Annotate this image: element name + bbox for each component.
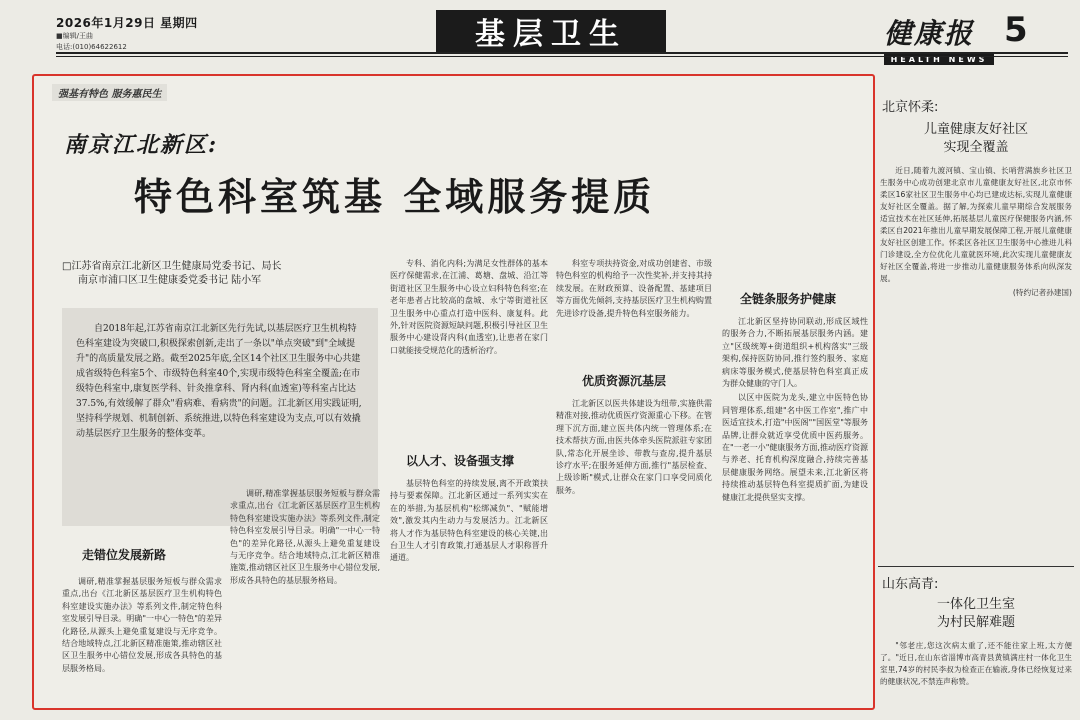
- column-4b-text: 江北新区以医共体建设为纽带,实施供需精准对接,推动优质医疗资源重心下移。在管理下沉方面,建立医共体内统一管理体系;在技术帮扶方面,由医共体牵头医院派驻专家团队,常态化开展坐诊、带教与查房,提升基层诊疗水平;在服务延伸方面,推行"基层检查、上级诊断"模式,让群众在家门口享受同质化服务。: [556, 399, 712, 495]
- article-byline: [62, 260, 382, 288]
- sidebar-2-body: [878, 640, 1074, 710]
- sidebar-2-body-text: "邻老庄,您这次病太重了,还不能往家上班,太方便了。"近日,在山东省淄博市高青县黄镇满庄村一体化卫生室里,74岁的村民李叔为检查正在输液,身体已经恢复过来的健康状况,不禁连声称赞。: [880, 641, 1072, 686]
- sidebar-story-shandong: [878, 560, 1074, 710]
- sidebar-divider: [878, 566, 1074, 567]
- subheading-4: 全链条服务护健康: [740, 292, 837, 306]
- column-3: [390, 258, 548, 438]
- column-4b: [556, 398, 712, 706]
- newspaper-logo: [884, 12, 994, 65]
- article-tag: 强基有特色 服务惠民生: [52, 84, 167, 101]
- column-5: [722, 316, 868, 706]
- editor-line: ■编辑/王曲: [56, 32, 93, 40]
- subheading-1: 走错位发展新路: [82, 548, 167, 562]
- sidebar-2-title-line-1: 一体化卫生室: [936, 597, 1015, 612]
- column-2: [230, 488, 380, 706]
- column-1: [62, 576, 222, 706]
- column-2-text: 调研,精准掌握基层服务短板与群众需求重点,出台《江北新区基层医疗卫生机构特色科室建设实施办法》等系列文件,制定特色科室发展引导目录。明确"一中心一特色"的差异化路径,从源头上避免重复建设与无序竞争。结合地域特点,江北新区精准施策,推动辖区社区卫生服务中心错位发展,形成各具特色的基层服务格局。: [230, 489, 380, 585]
- article-kicker: 南京江北新区:: [64, 132, 219, 158]
- column-5-text: 江北新区坚持协同联动,形成区域性的服务合力,不断拓展基层服务内涵。建立"区级统筹+街道组织+机构落实"三级架构,保持医防协同,推行签约服务、家庭病床等服务模式,使基层特色科室真正成为群众健康的守门人。: [722, 317, 868, 389]
- column-3b: [390, 478, 548, 706]
- column-4: [556, 258, 712, 368]
- masthead-divider: [56, 52, 1068, 54]
- byline-line-1: □江苏省南京江北新区卫生健康局党委书记、局长: [62, 261, 282, 272]
- column-1-text: 调研,精准掌握基层服务短板与群众需求重点,出台《江北新区基层医疗卫生机构特色科室建设实施办法》等系列文件,制定特色科室发展引导目录。明确"一中心一特色"的差异化路径,从源头上避免重复建设与无序竞争。结合地域特点,江北新区精准施策,推动辖区社区卫生服务中心错位发展,形成各具特色的基层服务格局。: [62, 577, 222, 673]
- masthead-info: [56, 14, 386, 53]
- masthead-divider-thin: [56, 56, 1068, 57]
- sidebar-2-location: 山东高青:: [882, 577, 939, 592]
- column-4-text: 科室专项扶持资金,对成功创建省、市级特色科室的机构给予一次性奖补,并支持其持续发展。在财政预算、设备配置、基建项目等方面优先倾斜,支持基层医疗卫生机构购置先进诊疗设备,提升特色科室服务能力。: [556, 259, 712, 318]
- sidebar-1-title-line-1: 儿童健康友好社区: [923, 122, 1028, 137]
- phone-line: 电话:(010)64622612: [56, 43, 127, 51]
- logo-chinese: 健康报: [884, 17, 975, 50]
- article-lead: 自2018年起,江苏省南京江北新区先行先试,以基层医疗卫生机构特色科室建设为突破口,积极探索创新,走出了一条以"单点突破"到"全域提升"的高质量发展之路。截至2025年底,全区14个社区卫生服务中心共建成省级特色科室5个、市级特色科室40个,实现市级特色科室全覆盖;在市级特色科室中,康复医学科、针灸推拿科、肾内科(血透室)等科室占比达37.5%,有效缓解了群众"看病难、看病贵"的问题。江北新区用实践证明,坚持科学规划、机制创新、系统推进,以特色科室建设为支点,可以有效撬动基层医疗卫生服务的整体变革。: [62, 308, 378, 526]
- sidebar-1-location: 北京怀柔:: [882, 100, 939, 115]
- subheading-2: 以人才、设备强支撑: [406, 454, 515, 468]
- sidebar-1-body-text: 近日,随着九渡河镇、宝山镇、长哨营满族乡社区卫生服务中心成功创建北京市儿童健康友好社区,北京市怀柔区16家社区卫生服务中心均已建成达标,实现儿童健康友好社区全覆盖。据了解,为探索儿童早期综合发展服务适宜技术在社区延伸,拓展基层儿童医疗保健服务内涵,怀柔区自2021年推出儿童早期发展保障工程,开展儿童健康友好社区创建工作。怀柔区各社区卫生服务中心推进儿科门诊建设,全方位优化儿童就医环境,此次实现儿童健康友好社区全覆盖,将进一步推动儿童健康服务体系向纵深发展。: [880, 166, 1072, 283]
- column-3b-text: 基层特色科室的持续发展,离不开政策扶持与要素保障。江北新区通过一系列实实在在的举措,为基层机构"松绑减负"、"赋能增效",激发其内生动力与发展活力。江北新区将人才作为基层特色科室建设的核心关键,出台卫生人才引育政策,打通基层人才职称晋升通道。: [390, 479, 548, 563]
- main-article-frame: [32, 74, 875, 710]
- sidebar-story-beijing: [878, 96, 1074, 299]
- sidebar-2-title-line-2: 为村民解难题: [936, 615, 1015, 630]
- column-5b-text: 以区中医院为龙头,建立中医特色协同管理体系,组建"名中医工作室",推广中医适宜技术,打造"中医阁""国医堂"等服务品牌,让群众就近享受优质中医药服务。在"一老一小"健康服务方面,推动医疗资源与养老、托育机构深度融合,持续完善基层健康服务网络。展望未来,江北新区将持续推动基层特色科室提质扩面,为建设健康江北提供坚实支撑。: [722, 393, 868, 502]
- sidebar-1-body: [878, 165, 1074, 299]
- issue-date: 2026年1月29日 星期四: [56, 16, 198, 30]
- sidebar-1-credit: (特约记者孙建国): [1012, 288, 1072, 297]
- byline-line-2: 南京市浦口区卫生健康委党委书记 陆小军: [78, 275, 262, 286]
- article-headline: 特色科室筑基 全域服务提质: [134, 175, 656, 219]
- page-number: 5: [1004, 10, 1028, 50]
- sidebar-1-title: [878, 121, 1074, 157]
- subheading-3: 优质资源沉基层: [582, 374, 667, 388]
- sidebar-2-title: [878, 596, 1074, 632]
- sidebar-1-title-line-2: 实现全覆盖: [943, 140, 1009, 155]
- column-3-text: 专科、消化内科;为满足女性群体的基本医疗保健需求,在江浦、葛塘、盘城、沿江等街道社区卫生服务中心设立妇科特色科室;在老年患者占比较高的盘城、永宁等街道社区卫生服务中心重点打造中医科、康复科。此外,针对医院资源短缺问题,积极引导社区卫生服务中心建设肾内科(血透室),让患者在家门口就能接受规范化的透析治疗。: [390, 259, 548, 355]
- section-banner: 基层卫生: [436, 10, 666, 52]
- logo-english: HEALTH NEWS: [884, 54, 994, 65]
